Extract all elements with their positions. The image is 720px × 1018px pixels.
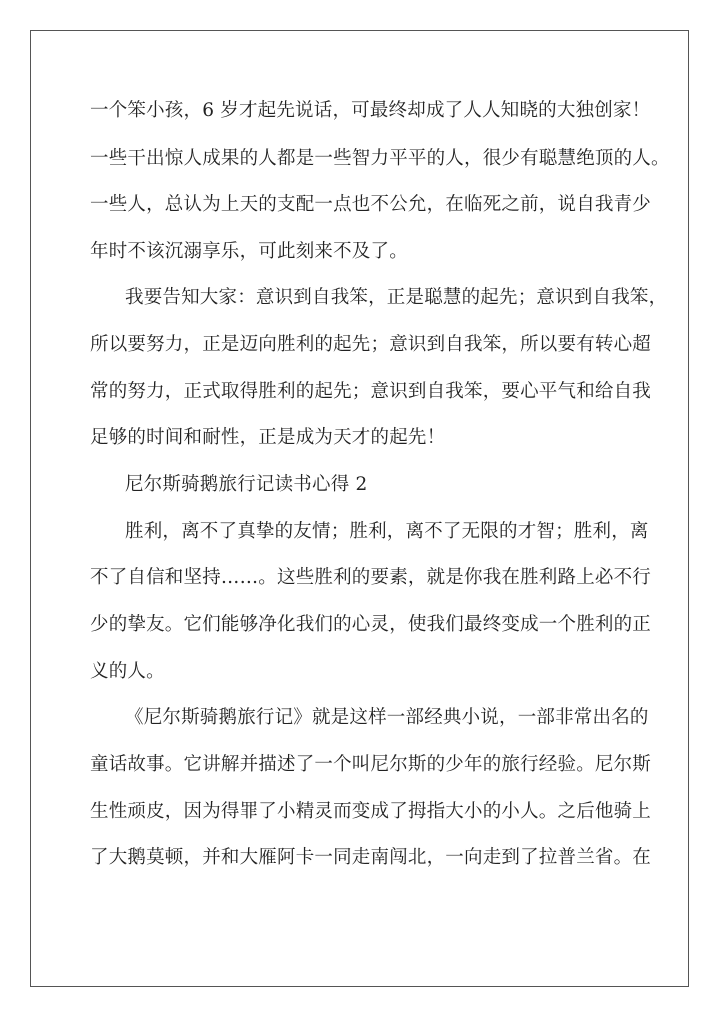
text-line-13: 义的人。	[90, 661, 165, 682]
text-line-7: 常的努力，正式取得胜利的起先；意识到自我笨，要心平气和给自我	[90, 381, 652, 402]
paragraph-4-first-line: 《尼尔斯骑鹅旅行记》就是这样一部经典小说，一部非常出名的	[125, 707, 649, 728]
text-line-15: 童话故事。它讲解并描述了一个叫尼尔斯的少年的旅行经验。尼尔斯	[90, 754, 652, 775]
text-line-2: 一些干出惊人成果的人都是一些智力平平的人，很少有聪慧绝顶的人。	[90, 148, 670, 169]
text-line-3: 一些人，总认为上天的支配一点也不公允，在临死之前，说自我青少	[90, 194, 652, 215]
section-heading: 尼尔斯骑鹅旅行记读书心得 2	[125, 474, 368, 495]
text-line-16: 生性顽皮，因为得罪了小精灵而变成了拇指大小的小人。之后他骑上	[90, 801, 652, 822]
text-line-6: 所以要努力，正是迈向胜利的起先；意识到自我笨，所以要有转心超	[90, 334, 652, 355]
paragraph-2-first-line: 我要告知大家：意识到自我笨，正是聪慧的起先；意识到自我笨，	[125, 287, 668, 308]
text-line-1: 一个笨小孩，6 岁才起先说话，可最终却成了人人知晓的大独创家！	[90, 100, 651, 121]
text-line-17: 了大鹅莫顿，并和大雁阿卡一同走南闯北，一向走到了拉普兰省。在	[90, 847, 652, 868]
paragraph-3-first-line: 胜利，离不了真挚的友情；胜利，离不了无限的才智；胜利，离	[125, 521, 649, 542]
text-line-12: 少的挚友。它们能够净化我们的心灵，使我们最终变成一个胜利的正	[90, 614, 652, 635]
text-line-8: 足够的时间和耐性，正是成为天才的起先！	[90, 427, 446, 448]
page-border	[30, 30, 689, 987]
text-line-4: 年时不该沉溺享乐，可此刻来不及了。	[90, 241, 408, 262]
text-line-11: 不了自信和坚持……。这些胜利的要素，就是你我在胜利路上必不行	[90, 567, 652, 588]
